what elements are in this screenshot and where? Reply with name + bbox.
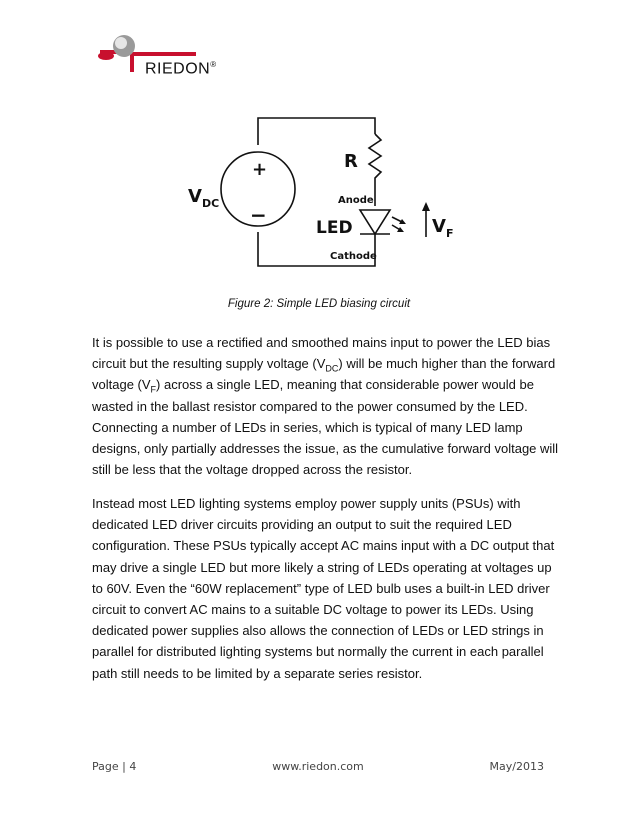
vf-label [432, 216, 453, 240]
wire-top [258, 118, 375, 145]
led-symbol [360, 210, 390, 234]
led-label: LED [316, 218, 353, 238]
footer-date: May/2013 [489, 760, 544, 773]
vdc-label [188, 186, 219, 210]
p1-sub-dc: DC [325, 363, 339, 374]
vf-sub: F [445, 227, 454, 240]
p1-text-1: It is possible to use a rectified and smoothed mains input to power the LED bias circuit but the resulting supply voltage (V [92, 335, 551, 372]
figure-caption: Figure 2: Simple LED biasing circuit [227, 298, 411, 310]
vdc-sub: DC [201, 197, 220, 210]
page-footer [92, 760, 544, 776]
paragraph-1 [92, 332, 562, 480]
led-biasing-circuit [170, 112, 470, 277]
p1-text-3: ) across a single LED, meaning that considerable power would be wasted in the ballast resistor compared to the power consumed by the LED. Connecting a number of LEDs in series, which is typical of many LED lamp designs, only partially addresses the issue, as the cumulative forward voltage will still be less that the voltage dropped across the resistor. [92, 377, 559, 478]
p1-text-2: ) will be much higher than the forward voltage (V [92, 356, 556, 393]
logo-word: RIEDON [145, 60, 211, 78]
plus-label: + [252, 159, 268, 180]
cathode-label: Cathode [330, 251, 377, 262]
registered-mark: ® [210, 60, 217, 69]
logo-wordmark [145, 60, 217, 78]
footer-website: www.riedon.com [272, 760, 364, 773]
p1-sub-f: F [150, 385, 157, 395]
minus-label: − [250, 203, 267, 227]
paragraph-2: Instead most LED lighting systems employ power supply units (PSUs) with dedicated LED driver circuits providing an output to suit the required LED configuration. These PSUs typically accept AC mains input with a DC output that may drive a single LED but more likely a string of LEDs operating at voltages up to 60V. Even the “60W replacement” type of LED bulb uses a built-in LED driver circuit to convert AC mains to a suitable DC voltage to power its LEDs. Using dedicated power supplies also allows the connection of LEDs or LED strings in parallel for distributed lighting systems but normally the current in each parallel path still needs to be limited by a separate series resistor. [92, 496, 555, 681]
page-number: Page | 4 [92, 760, 137, 773]
vdc-main: V [188, 186, 202, 207]
anode-label: Anode [338, 195, 374, 206]
resistor-label: R [344, 151, 358, 172]
vf-main: V [432, 216, 446, 237]
